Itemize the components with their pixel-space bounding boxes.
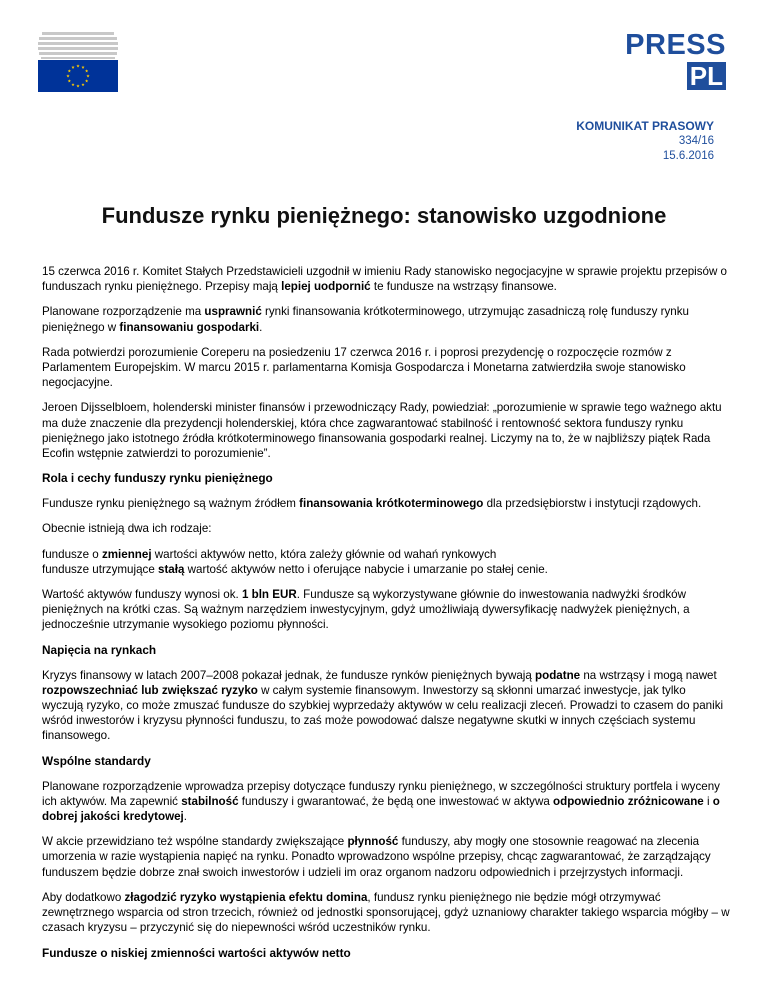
bold-phrase: stałą: [158, 562, 185, 576]
bold-phrase: podatne: [535, 668, 581, 682]
paragraph-3: Rada potwierdzi porozumienie Coreperu na posiedzeniu 17 czerwca 2016 r. i poprosi prezydencję o rozpoczęcie rozmów z Parlamentem Europejskim. W marcu 2015 r. parlamentarna Komisja Gospodarcza i Monetarna zatwierdziła swoje stanowisko negocjacyjne.: [42, 345, 686, 390]
bold-phrase: stabilność: [181, 794, 239, 808]
release-number: 334/16: [678, 135, 714, 147]
press-word: PRESS: [625, 29, 726, 61]
bold-phrase: rozpowszechniać lub zwiększać ryzyko: [42, 683, 258, 697]
bold-phrase: o dobrej jakości kredytowej: [42, 794, 720, 824]
press-badge: [625, 30, 726, 90]
bold-phrase: finansowaniu gospodarki: [119, 320, 260, 334]
paragraph-1: 15 czerwca 2016 r. Komitet Stałych Przedstawicieli uzgodnił w imieniu Rady stanowisko negocjacyjne w sprawie projektu przepisów o funduszach rynku pieniężnego. Przepisy mają lepiej uodpornić te fundusze na wstrząsy finansowe.: [42, 265, 727, 294]
release-meta: [576, 119, 714, 164]
heading-rola: Rola i cechy funduszy rynku pieniężnego: [42, 471, 273, 486]
paragraph-2: Planowane rozporządzenie ma usprawnić rynki finansowania krótkoterminowego, utrzymując zasadniczą rolę funduszy rynku pieniężnego w finansowaniu gospodarki.: [42, 305, 689, 334]
bold-phrase: odpowiednio zróżnicowane: [553, 794, 704, 808]
paragraph-8: Wartość aktywów funduszy wynosi ok. 1 bln EUR. Fundusze są wykorzystywane głównie do inwestowania nadwyżki środków pieniężnych na krótki czas. Są ważnym narzędziem inwestycyjnym, gdyż umożliwiają dywersyfikację nadwyżek pieniężnych, a jednocześnie utrzymanie wysokiego poziomu płynności.: [42, 588, 690, 632]
release-type: KOMUNIKAT PRASOWY: [576, 119, 714, 133]
bold-phrase: złagodzić ryzyko wystąpienia efektu domina: [124, 890, 368, 904]
article-body: [42, 264, 730, 971]
bold-phrase: płynność: [347, 835, 399, 849]
paragraph-4: Jeroen Dijsselbloem, holenderski minister finansów i przewodniczący Rady, powiedział: „porozumienie w sprawie tego ważnego aktu ma duże znaczenie dla prezydencji holenderskiej, która chce zagwarantować stabilność i rentowność sektora funduszy rynku pieniężnego jako istotnego źródła krótkoterminowego finansowania gospodarki realnej. Liczymy na to, że w najbliższy piątek Rada Ecofin wstępnie zatwierdzi to porozumienie”.: [42, 401, 722, 461]
bold-phrase: finansowania krótkoterminowego: [299, 497, 484, 511]
bold-phrase: usprawnić: [204, 305, 262, 319]
paragraph-9: Kryzys finansowy w latach 2007–2008 pokazał jednak, że fundusze rynków pieniężnych bywają podatne na wstrząsy i mogą nawet rozpowszechniać lub zwiększać ryzyko w całym systemie finansowym. Inwestorzy są skłonni umarzać inwestycje, jak tylko wyczują ryzyko, co może zmuszać fundusze do szybkiej wyprzedaży aktywów w celu realizacji zleceń. Prowadzi to czasem do paniki wśród inwestorów i kryzysu płynności funduszu, to zaś może powodować dalsze negatywne skutki w innych częściach systemu finansowego.: [42, 668, 724, 743]
paragraph-11: W akcie przewidziano też wspólne standardy zwiększające płynność funduszy, aby mogły one stosownie reagować na zlecenia umorzenia w razie wystąpienia napięć na rynku. Ponadto wprowadzono wspólne przepisy, chcąc zagwarantować, że zarządzający funduszem będzie dobrze znał swoich inwestorów i udzieli im oraz organom nadzoru odpowiednich i przejrzystych informacji.: [42, 835, 711, 879]
paragraph-10: Planowane rozporządzenie wprowadza przepisy dotyczące funduszy rynku pieniężnego, w szczególności struktury portfela i wyceny ich aktywów. Ma zapewnić stabilność funduszy i gwarantować, że będą one inwestować w aktywa odpowiednio zróżnicowane i o dobrej jakości kredytowej.: [42, 779, 720, 824]
page-title: Fundusze rynku pieniężnego: stanowisko uzgodnione: [101, 203, 667, 228]
release-date: 15.6.2016: [662, 150, 714, 162]
bold-phrase: lepiej uodpornić: [281, 280, 371, 294]
bold-phrase: zmiennej: [101, 547, 152, 561]
fund-type-constant: fundusze utrzymujące stałą wartość aktywów netto i oferujące nabycie i umarzanie po stałej cenie.: [42, 562, 548, 576]
paragraph-5: Fundusze rynku pieniężnego są ważnym źródłem finansowania krótkoterminowego dla przedsiębiorstw i instytucji rządowych.: [42, 497, 702, 511]
press-language: PL: [687, 62, 726, 90]
paragraph-6: Obecnie istnieją dwa ich rodzaje:: [42, 522, 212, 536]
fund-type-variable: fundusze o zmiennej wartości aktywów netto, która zależy głównie od wahań rynkowych: [42, 547, 497, 561]
paragraph-12: Aby dodatkowo złagodzić ryzyko wystąpienia efektu domina, fundusz rynku pieniężnego nie będzie mógł otrzymywać zewnętrznego wsparcia od stron trzecich, również od jednostki sponsorującej, gdyż uznaniowy charakter takiego wsparcia mógłby – w czasach kryzysu – przyczynić się do niepewności wśród uczestników rynku.: [42, 890, 730, 935]
council-logo-icon: [36, 30, 120, 94]
heading-napiecia: Napięcia na rynkach: [42, 642, 157, 657]
paragraph-7: [42, 547, 730, 577]
heading-fundusze: Fundusze o niskiej zmienności wartości aktywów netto: [42, 945, 351, 960]
bold-phrase: 1 bln EUR: [241, 588, 297, 602]
heading-wspolne: Wspólne standardy: [42, 753, 151, 768]
